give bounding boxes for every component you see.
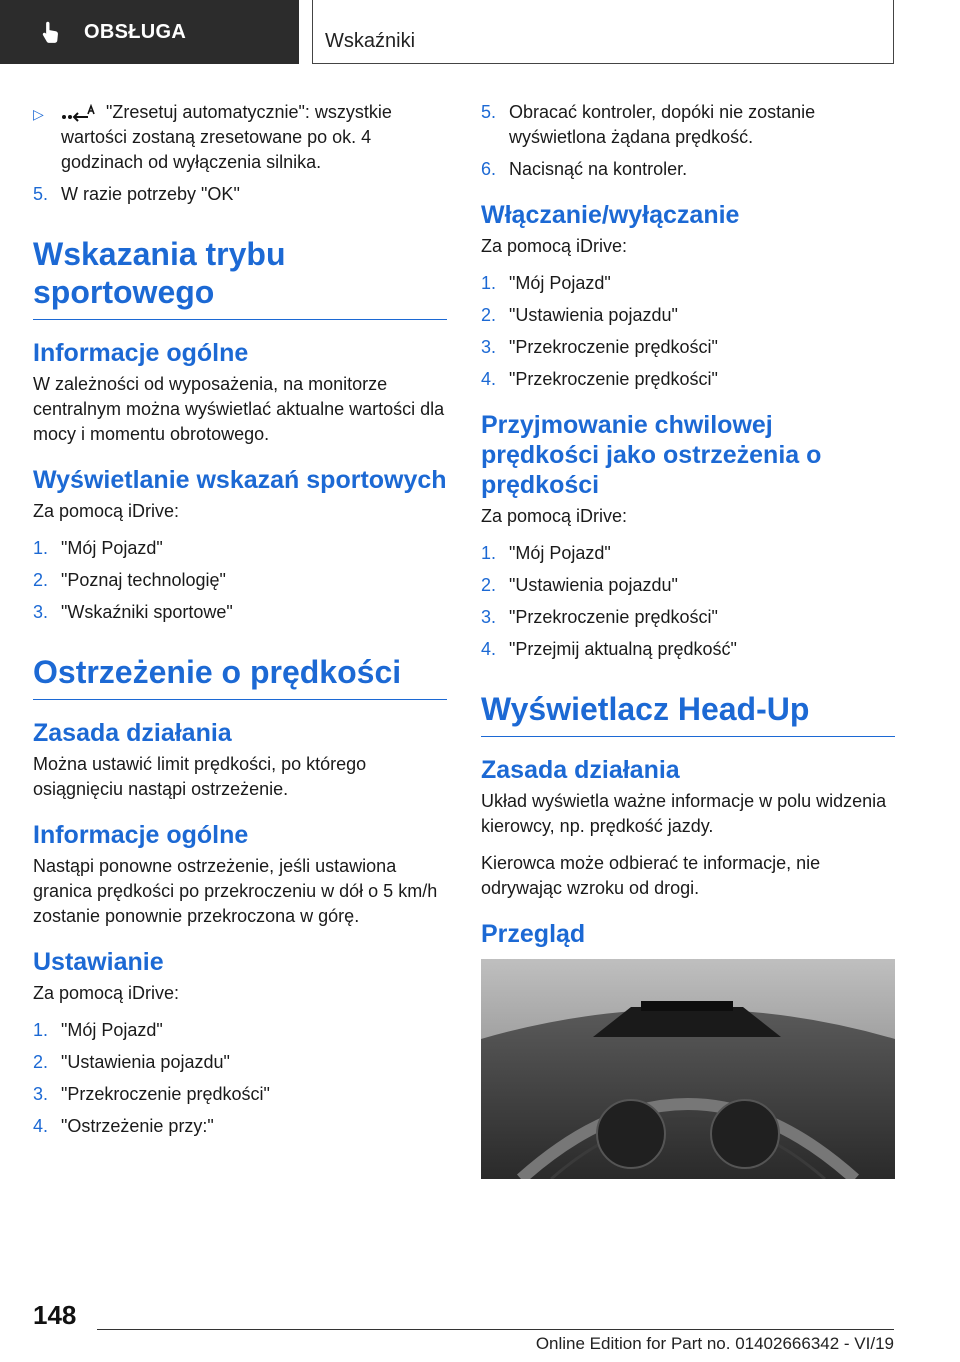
steps-list	[481, 271, 895, 392]
paragraph: Za pomocą iDrive:	[33, 983, 180, 1003]
reset-text: "Zresetuj automatycznie": wszystkie wartości zostaną zresetowane po ok. 4 godzinach od wyłączenia silnika.	[61, 102, 392, 172]
heading-principle: Zasada działania	[33, 719, 232, 747]
heading-on-off: Włączanie/wyłączanie	[481, 201, 740, 229]
list-item: 3. "Wskaźniki sportowe"	[33, 602, 233, 622]
page-number: 148	[33, 1300, 77, 1330]
list-item: 6. Nacisnąć na kontroler.	[481, 159, 688, 179]
list-item: 2. "Ustawienia pojazdu"	[481, 575, 678, 595]
heading-hud: Wyświetlacz Head-Up	[481, 691, 810, 727]
divider	[33, 699, 447, 700]
list-item: 3. "Przekroczenie prędkości"	[33, 1084, 270, 1104]
paragraph: Nastąpi ponowne ostrzeżenie, jeśli ustawiona granica prędkości po przekroczeniu w dół o 5 km/h zostanie ponownie przekroczona w górę.	[33, 856, 438, 926]
section-title: Wskaźniki	[325, 30, 416, 52]
chapter-tab	[0, 0, 299, 64]
steps-list	[33, 536, 447, 625]
list-item: 1. "Mój Pojazd"	[33, 538, 163, 558]
list-item: 3. "Przekroczenie prędkości"	[481, 337, 718, 357]
list-item: 5. Obracać kontroler, dopóki nie zostanie wyświetlona żądana prędkość.	[481, 102, 816, 147]
list-item: 4. "Przejmij aktualną prędkość"	[481, 639, 737, 659]
list-item: 2. "Poznaj technologię"	[33, 570, 226, 590]
list-item: 1. "Mój Pojazd"	[481, 273, 611, 293]
steps-list	[481, 541, 895, 662]
hud-dashboard-photo	[481, 959, 895, 1179]
paragraph: Można ustawić limit prędkości, po którego osiągnięciu nastąpi ostrzeżenie.	[33, 754, 367, 799]
paragraph: W zależności od wyposażenia, na monitorze centralnym można wyświetlać aktualne wartości dla mocy i momentu obrotowego.	[33, 374, 445, 444]
reset-step	[33, 100, 447, 207]
heading-overview: Przegląd	[481, 920, 586, 948]
heading-sport: Wskazania trybu sportowego	[33, 236, 286, 310]
list-item: 2. "Ustawienia pojazdu"	[33, 1052, 230, 1072]
paragraph: Za pomocą iDrive:	[481, 506, 628, 526]
triangle-bullet-icon: ▷	[33, 106, 44, 122]
hand-pointer-icon	[38, 19, 64, 45]
divider	[33, 319, 447, 320]
list-item: 2. "Ustawienia pojazdu"	[481, 305, 678, 325]
list-item: 4. "Ostrzeżenie przy:"	[33, 1116, 214, 1136]
steps-list	[481, 100, 895, 182]
divider	[481, 736, 895, 737]
heading-info-general: Informacje ogólne	[33, 339, 249, 367]
footer-divider	[97, 1329, 894, 1330]
paragraph: Za pomocą iDrive:	[33, 501, 180, 521]
heading-setting: Ustawianie	[33, 948, 164, 976]
chapter-label: OBSŁUGA	[84, 20, 187, 43]
list-item: 5. W razie potrzeby "OK"	[33, 184, 240, 204]
list-item: 3. "Przekroczenie prędkości"	[481, 607, 718, 627]
section-header	[312, 0, 894, 64]
reset-trip-icon	[61, 104, 95, 122]
paragraph: Kierowca może odbierać te informacje, nie odrywając wzroku od drogi.	[481, 853, 821, 898]
list-item	[33, 100, 447, 175]
paragraph: Za pomocą iDrive:	[481, 236, 628, 256]
paragraph: Układ wyświetla ważne informacje w polu widzenia kierowcy, np. prędkość jazdy.	[481, 791, 887, 836]
list-item: 1. "Mój Pojazd"	[33, 1020, 163, 1040]
heading-speed-warning: Ostrzeżenie o prędkości	[33, 654, 402, 690]
heading-show-sport: Wyświetlanie wskazań sportowych	[33, 466, 447, 494]
list-item: 1. "Mój Pojazd"	[481, 543, 611, 563]
list-item: 4. "Przekroczenie prędkości"	[481, 369, 718, 389]
left-column	[33, 100, 447, 1147]
heading-adopt-speed: Przyjmowanie chwilowej prędkości jako ostrzeżenia o prędkości	[481, 411, 822, 499]
steps-list	[33, 1018, 447, 1139]
heading-principle-2: Zasada działania	[481, 756, 680, 784]
heading-info-general-2: Informacje ogólne	[33, 821, 249, 849]
footer-edition: Online Edition for Part no. 01402666342 - VI/19	[535, 1334, 894, 1353]
right-column	[481, 100, 895, 1184]
